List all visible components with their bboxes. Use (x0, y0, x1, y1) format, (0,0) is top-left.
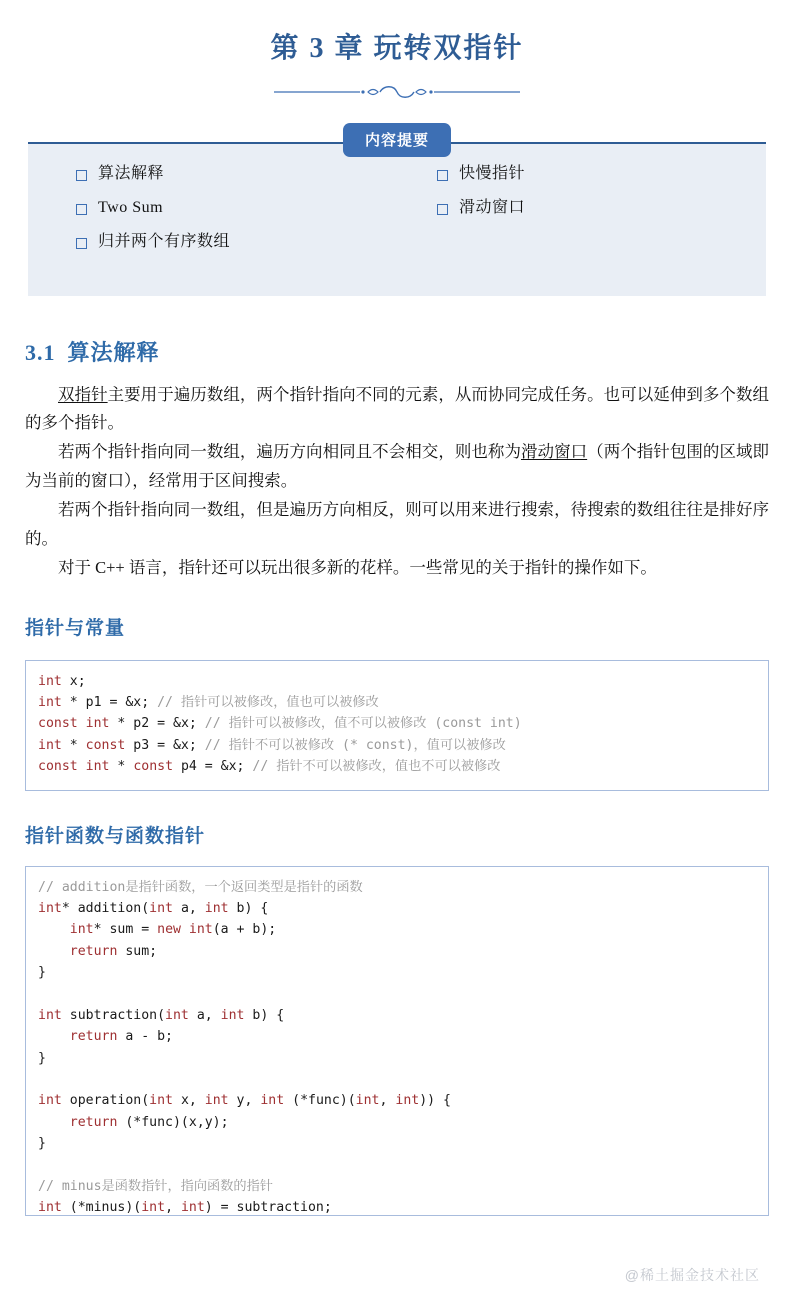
square-bullet-icon (76, 170, 87, 181)
code-line (38, 713, 756, 734)
code-text: (a + b); (212, 922, 277, 938)
code-text: a, (173, 900, 205, 916)
code-line (38, 941, 756, 962)
subsection-heading-pointers-and-constants: 指针与常量 (25, 617, 126, 639)
paragraph (25, 554, 769, 583)
code-text: b) { (228, 900, 269, 916)
code-keyword: int (85, 759, 110, 775)
code-keyword: int (38, 1007, 62, 1023)
paragraph (25, 438, 769, 496)
code-line (38, 1026, 756, 1047)
list-item-label: 算法解释 (98, 164, 165, 182)
code-keyword: new (157, 922, 181, 938)
code-keyword: int (180, 1200, 205, 1216)
code-text: } (38, 1050, 46, 1066)
section-title: 算法解释 (67, 339, 160, 365)
code-keyword: const (38, 716, 78, 732)
code-text: * p1 = &x; (61, 695, 158, 711)
code-text (38, 922, 70, 937)
code-line (38, 1176, 756, 1197)
code-line (38, 1154, 756, 1175)
code-text (38, 944, 70, 959)
code-comment: // minus是函数指针，指向函数的指针 (38, 1178, 273, 1194)
code-text (181, 922, 189, 937)
code-text: y, (228, 1093, 261, 1109)
square-bullet-icon (76, 204, 87, 215)
paragraph-text: 主要用于遍历数组，两个指针指向不同的元素，从而协同完成任务。也可以延伸到多个数组的多个指针。 (25, 384, 770, 433)
code-line (38, 877, 756, 898)
code-line (38, 962, 756, 983)
code-keyword: return (69, 1029, 118, 1045)
code-text: subtraction( (61, 1007, 166, 1023)
list-item[interactable] (76, 234, 405, 250)
code-keyword: return (69, 943, 118, 959)
code-keyword: int (38, 673, 62, 689)
code-comment: // 指针不可以被修改 (* const)，值可以被修改 (204, 737, 506, 753)
code-line (38, 1005, 756, 1026)
paragraph-text: 对于 C++ 语言，指针还可以玩出很多新的花样。一些常见的关于指针的操作如下。 (58, 557, 657, 577)
code-keyword: int (85, 716, 110, 732)
code-line (38, 1048, 756, 1069)
list-item-label: 快慢指针 (459, 164, 526, 182)
code-text: * sum = (93, 922, 158, 938)
code-text: x, (173, 1093, 205, 1109)
code-keyword: int (141, 1200, 166, 1216)
code-text: sum; (117, 943, 158, 959)
code-keyword: const (85, 737, 126, 753)
code-text: operation( (61, 1093, 150, 1109)
list-item-label: 滑动窗口 (459, 198, 526, 216)
list-item-label: Two Sum (98, 198, 164, 216)
code-keyword: int (188, 922, 213, 938)
code-keyword: int (149, 900, 173, 916)
content-summary-columns (28, 166, 766, 268)
code-text: * (109, 759, 134, 775)
code-keyword: const (38, 759, 78, 775)
code-line (38, 692, 756, 713)
code-keyword: int (38, 737, 62, 753)
code-text: p4 = &x; (173, 759, 253, 775)
ornament-divider (25, 84, 769, 100)
code-text (38, 1029, 70, 1044)
code-comment: // 指针可以被修改，值不可以被修改 (const int) (204, 716, 522, 732)
code-line (38, 898, 756, 919)
code-text: , (165, 1200, 181, 1216)
paragraph (25, 496, 769, 554)
code-line (38, 756, 756, 777)
code-text: * p2 = &x; (109, 716, 205, 732)
code-text: a - b; (117, 1029, 173, 1045)
paragraph-text: 若两个指针指向同一数组，但是遍历方向相反，则可以用来进行搜索，待搜索的数组往往是排好序的。 (25, 500, 769, 548)
code-text: } (38, 965, 46, 981)
section-number: 3.1 (25, 339, 56, 365)
code-text: } (38, 1136, 46, 1152)
code-keyword: const (133, 759, 174, 775)
section-heading (25, 336, 769, 367)
code-comment: // 指针不可以被修改，值也不可以被修改 (252, 759, 501, 775)
list-item[interactable] (437, 200, 766, 216)
code-line (38, 1090, 756, 1111)
code-keyword: int (220, 1007, 245, 1023)
square-bullet-icon (437, 204, 448, 215)
code-line (38, 1197, 756, 1215)
code-text: (*minus)( (61, 1200, 142, 1216)
code-keyword: return (69, 1114, 118, 1130)
code-keyword: int (38, 900, 62, 916)
list-item[interactable] (76, 166, 405, 182)
code-text (78, 716, 86, 731)
code-block-pointer-functions (25, 866, 769, 1216)
code-keyword: int (149, 1093, 173, 1109)
code-text: * (61, 737, 86, 753)
list-item[interactable] (437, 166, 766, 182)
content-summary-left-column (76, 166, 405, 268)
code-comment: // addition是指针函数，一个返回类型是指针的函数 (38, 879, 363, 895)
watermark: @稀土掘金技术社区 (624, 1267, 760, 1283)
code-line (38, 1112, 756, 1133)
code-keyword: int (38, 1093, 62, 1109)
paragraph-text: （两个指针包围的区域即为当前的窗口），经常用于区间搜索。 (25, 442, 770, 491)
code-comment: // 指针可以被修改，值也可以被修改 (157, 695, 379, 711)
subsection-heading-pointer-functions: 指针函数与函数指针 (25, 825, 206, 847)
code-keyword: int (204, 1093, 229, 1109)
code-block-pointers-and-constants (25, 660, 769, 791)
code-keyword: int (38, 695, 62, 711)
paragraph-text: 若两个指针指向同一数组，遍历方向相同且不会相交，则也称为 (58, 442, 521, 462)
code-line (38, 919, 756, 940)
content-summary-section (28, 132, 766, 296)
square-bullet-icon (437, 170, 448, 181)
code-line (38, 983, 756, 1004)
code-text (78, 759, 86, 774)
code-line (38, 1069, 756, 1090)
body-text (25, 381, 769, 583)
list-item[interactable] (76, 200, 405, 216)
square-bullet-icon (76, 238, 87, 249)
code-text: a, (188, 1007, 221, 1023)
code-keyword: int (69, 922, 94, 938)
emphasized-term: 双指针 (58, 384, 108, 404)
code-text: (*func)(x,y); (117, 1114, 229, 1130)
ornamental-divider-icon (272, 84, 522, 100)
code-text: x; (61, 673, 86, 689)
code-keyword: int (355, 1093, 380, 1109)
code-keyword: int (260, 1093, 285, 1109)
content-summary-badge: 内容提要 (343, 123, 451, 157)
code-text: ) = subtraction; (204, 1200, 332, 1216)
paragraph (25, 381, 769, 439)
code-text: b) { (244, 1007, 285, 1023)
code-line (38, 671, 756, 692)
emphasized-term: 滑动窗口 (521, 442, 588, 462)
code-text: * addition( (61, 900, 150, 916)
code-text: p3 = &x; (125, 737, 205, 753)
content-summary-box (28, 142, 766, 296)
code-line (38, 1133, 756, 1154)
code-keyword: int (165, 1007, 189, 1023)
code-text: )) { (419, 1093, 451, 1109)
code-text: , (379, 1093, 396, 1109)
code-keyword: int (395, 1093, 420, 1109)
code-keyword: int (204, 900, 229, 916)
code-keyword: int (38, 1200, 62, 1216)
code-line (38, 735, 756, 756)
list-item-label: 归并两个有序数组 (98, 232, 231, 250)
code-text: (*func)( (284, 1093, 356, 1109)
content-summary-right-column (405, 166, 766, 268)
code-text (38, 1115, 70, 1130)
chapter-title: 第 3 章 玩转双指针 (270, 33, 524, 64)
